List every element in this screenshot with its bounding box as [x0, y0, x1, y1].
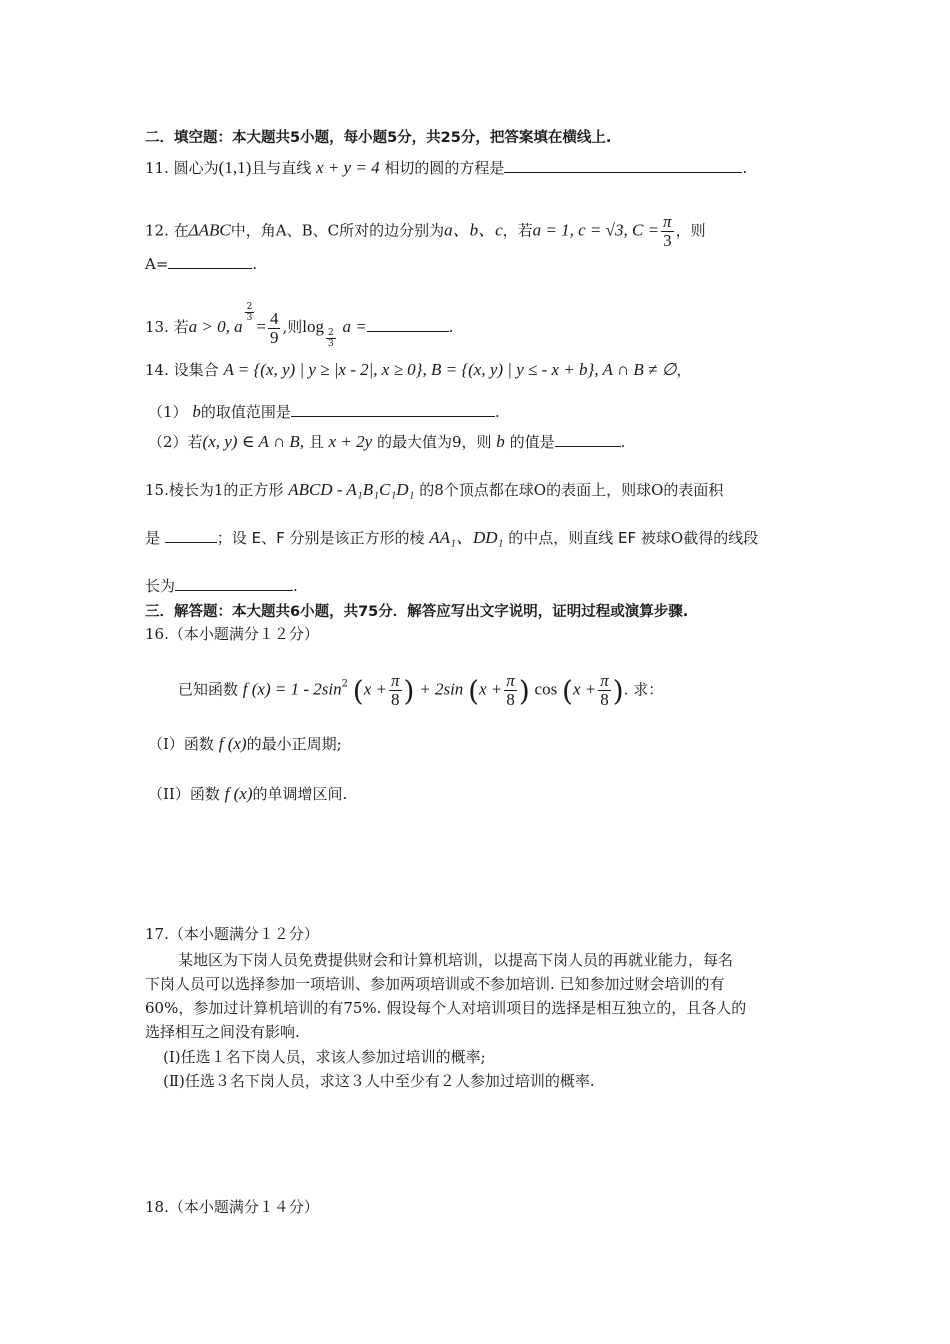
- q13-answer-blank[interactable]: [367, 321, 449, 332]
- q16-f-part-3: cos: [534, 679, 558, 699]
- q15-text-8: 长为: [145, 577, 176, 595]
- q17-paragraph-line-1: 某地区为下岗人员免费提供财会和计算机培训，以提高下岗人员的再就业能力，每名: [178, 951, 734, 969]
- section-2-header: 二．填空题：本大题共5小题，每小题5分，共25分，把答案填在横线上.: [145, 130, 612, 146]
- q14-p2-answer-blank[interactable]: [555, 432, 621, 447]
- q14-p2-label: （2）若: [148, 433, 203, 451]
- q13-exp-num: 2: [246, 302, 253, 312]
- q14-sets: A = {(x, y) | y ≥ |x - 2|, x ≥ 0}, B = {(x, y) | y ≤ - x + b}, A ∩ B ≠ ∅: [223, 360, 677, 379]
- question-15: [145, 480, 723, 500]
- q12-sides: a、b、c: [444, 220, 503, 240]
- q11-answer-blank[interactable]: [504, 158, 742, 173]
- question-16-part-ii: [148, 784, 347, 804]
- q14-p2-text-2: 的最大值为9，则: [376, 433, 492, 451]
- q11-line: x + y = 4: [316, 158, 380, 177]
- q16-i-label: （I）函数: [148, 735, 214, 753]
- q16-square: 2: [341, 678, 348, 690]
- q16-frac-2-den: 8: [506, 690, 515, 709]
- question-14-part-1: [148, 402, 500, 422]
- q12-triangle: ΔABC: [188, 220, 231, 240]
- q16-ii-fx: f (x): [224, 784, 253, 803]
- q14-p2-expr: (x, y) ∈ A ∩ B,: [202, 432, 305, 451]
- q17-paragraph-line-4: 选择相互之间没有影响.: [145, 1023, 300, 1041]
- q13-text-2: ,则: [282, 318, 303, 336]
- q14-text-1: 设集合: [173, 361, 219, 379]
- q13-base-den: 3: [327, 339, 334, 349]
- q13-end: .: [448, 318, 454, 336]
- q16-paren-open-2: (: [468, 674, 480, 708]
- q14-number: 14.: [145, 361, 169, 379]
- q17-part-ii: (Ⅱ)任选３名下岗人员，求这３人中至少有２人参加过培训的概率.: [163, 1072, 595, 1090]
- q12-text-1: 在: [173, 221, 189, 240]
- q13-exponent: [245, 302, 255, 323]
- q16-ii-label: （II）函数: [148, 785, 220, 803]
- q13-base-num: 2: [327, 328, 334, 338]
- q16-i-text: 的最小正周期;: [246, 735, 342, 753]
- q16-text-1: 已知函数: [178, 680, 239, 699]
- q13-text-1: 若: [173, 318, 189, 336]
- q15-area-answer-blank[interactable]: [165, 528, 217, 543]
- q13-log-base: [326, 328, 336, 349]
- q16-paren-open-3: (: [562, 674, 573, 708]
- question-16-function: [178, 672, 663, 709]
- q13-frac-den: 9: [269, 327, 279, 347]
- q14-p2-var: b: [496, 432, 505, 451]
- q14-p1-text: 的取值范围是: [200, 403, 291, 421]
- q17-paragraph-line-3: 60%，参加过计算机培训的有75%. 假设每个人对培训项目的选择是相互独立的，且各人的: [145, 999, 747, 1017]
- q16-frac-1: [389, 672, 402, 709]
- q15-line-ef: EF: [618, 529, 637, 547]
- q15-points-ef: E、F: [251, 529, 285, 547]
- q14-p2-text-3: 的值是: [509, 433, 555, 451]
- q12-text-4: ，则: [675, 221, 706, 240]
- q16-paren-close-3: ): [612, 674, 624, 708]
- section-3-header: 三．解答题：本大题共6小题，共75分．解答应写出文字说明，证明过程或演算步骤.: [145, 604, 689, 620]
- q13-tail: a =: [342, 317, 367, 336]
- q14-p1-var: b: [192, 402, 201, 421]
- q15-edges: AA₁、DD₁: [429, 528, 504, 547]
- question-17-heading: 17.（本小题满分１２分）: [145, 925, 319, 943]
- q16-i-fx: f (x): [218, 734, 247, 753]
- q16-arg-2: x +: [479, 679, 503, 699]
- q13-fraction: [268, 310, 281, 347]
- q16-frac-1-den: 8: [391, 690, 400, 709]
- question-12-answer-line: [145, 254, 257, 274]
- q16-frac-3-den: 8: [600, 690, 609, 709]
- question-11: [145, 158, 747, 178]
- q12-answer-blank[interactable]: [168, 254, 252, 269]
- q16-text-2: . 求：: [623, 680, 664, 699]
- q16-paren-close-2: ): [518, 674, 530, 708]
- q16-arg-3: x +: [572, 679, 597, 699]
- question-16-part-i: [148, 734, 342, 754]
- q17-part-i: (Ⅰ)任选１名下岗人员，求该人参加过培训的概率;: [163, 1048, 486, 1066]
- q16-arg-1: x +: [363, 679, 387, 699]
- q15-text-2: 的8个顶点都在球O的表面上，则球O的表面积: [419, 481, 724, 499]
- q13-condition: a > 0, a: [188, 317, 243, 336]
- q15-text-5: 分别是该正方形的棱: [289, 529, 425, 547]
- q14-p1-end: .: [494, 403, 500, 421]
- question-14-part-2: [148, 432, 625, 452]
- q11-center: (1,1): [218, 158, 252, 177]
- question-16-heading: 16.（本小题满分１２分）: [145, 625, 319, 643]
- q16-paren-open-1: (: [352, 674, 364, 708]
- q16-frac-3-num: π: [600, 671, 609, 690]
- q14-p1-answer-blank[interactable]: [291, 402, 495, 417]
- q16-frac-2: [504, 672, 517, 709]
- q14-p2-expr2: x + 2y: [328, 432, 373, 451]
- q12-condition: a = 1, c = √3, C =: [532, 220, 660, 240]
- q15-text-3: 是: [145, 529, 161, 547]
- q12-frac-num: π: [663, 212, 672, 231]
- q15-end: .: [293, 577, 298, 595]
- q13-frac-num: 4: [269, 308, 279, 328]
- q14-p2-end: .: [620, 433, 626, 451]
- q12-fraction: [661, 213, 674, 250]
- q11-text-2: 且与直线: [251, 159, 312, 177]
- q11-end: .: [742, 159, 748, 177]
- q15-text-4: ；设: [216, 529, 247, 547]
- q13-equals: =: [256, 317, 266, 336]
- q15-segment-answer-blank[interactable]: [175, 576, 293, 591]
- q15-cube: ABCD - A₁B₁C₁D₁: [288, 480, 415, 499]
- q14-text-end: ，: [676, 361, 692, 379]
- q12-text-3: ，若: [502, 221, 533, 240]
- q11-text-3: 相切的圆的方程是: [384, 159, 505, 177]
- q14-p2-text-1: 且: [308, 433, 324, 451]
- q12-end: .: [252, 255, 258, 273]
- question-14: [145, 360, 691, 380]
- q15-text-1: 棱长为1的正方形: [168, 481, 284, 499]
- q16-paren-close-1: ): [403, 674, 415, 708]
- q15-text-7: 被球O截得的线段: [640, 529, 759, 547]
- question-18-heading: 18.（本小题满分１４分）: [145, 1198, 319, 1216]
- question-13: [145, 302, 454, 349]
- q16-frac-2-num: π: [506, 671, 515, 690]
- q16-frac-1-num: π: [390, 671, 400, 690]
- q12-frac-den: 3: [663, 231, 672, 250]
- q12-number: 12.: [145, 221, 169, 240]
- q13-log: log: [302, 317, 324, 336]
- q13-exp-den: 3: [246, 313, 253, 323]
- q14-p1-label: （1）: [148, 403, 188, 421]
- q12-answer-label: A=: [145, 255, 169, 273]
- q15-number: 15.: [145, 481, 169, 499]
- question-15-line-2: [145, 528, 758, 548]
- q15-text-6: 的中点，则直线: [508, 529, 614, 547]
- q11-text-1: 圆心为: [173, 159, 219, 177]
- q13-number: 13.: [145, 318, 169, 336]
- q11-number: 11.: [145, 159, 169, 177]
- question-15-line-3: [145, 576, 298, 596]
- q16-ii-text: 的单调增区间.: [252, 785, 348, 803]
- q16-f-part-1: f (x) = 1 - 2sin: [242, 679, 342, 699]
- q12-text-2: 中，角A、B、C所对的边分别为: [230, 221, 445, 240]
- q17-paragraph-line-2: 下岗人员可以选择参加一项培训、参加两项培训或不参加培训. 已知参加过财会培训的有: [145, 975, 725, 993]
- q16-frac-3: [598, 672, 611, 709]
- q16-f-part-2: + 2sin: [419, 679, 464, 699]
- question-12: [145, 213, 706, 250]
